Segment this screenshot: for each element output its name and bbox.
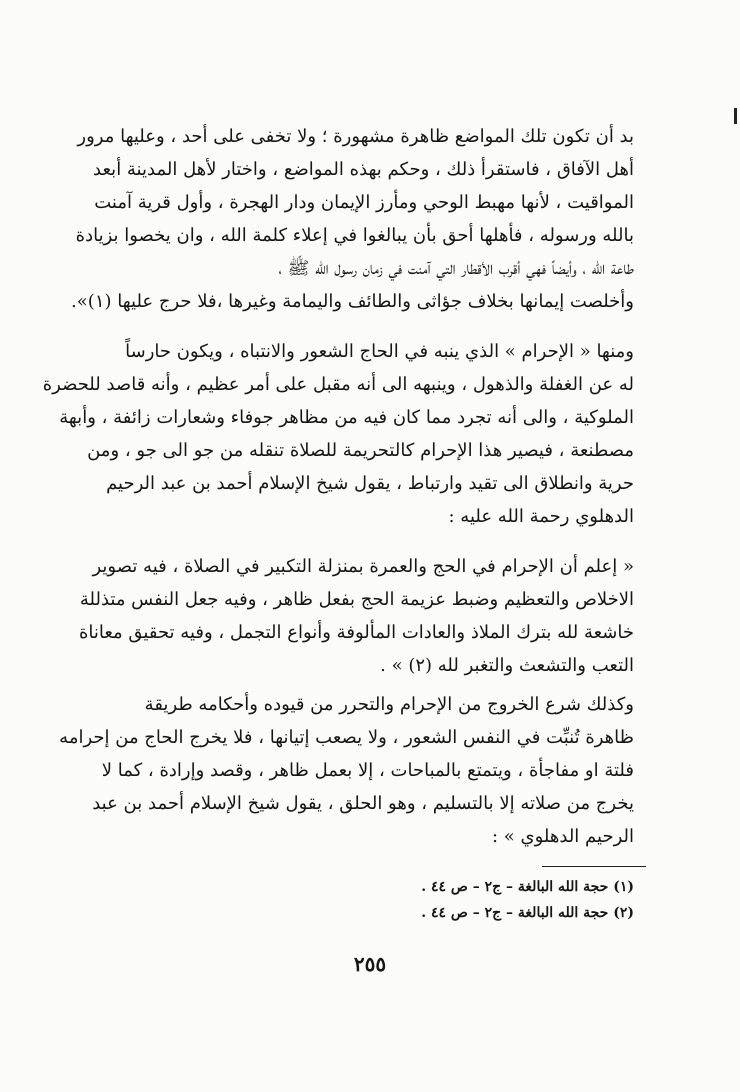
text-line: بالله ورسوله ، فأهلها أحق بأن يبالغوا في إعلاء كلمة الله ، وان يخصوا بزيادة	[75, 225, 634, 246]
text-line: وأخلصت إيمانها بخلاف جؤاثى والطائف واليمامة وغيرها ،فلا حرج عليها (١)».	[71, 291, 634, 312]
text-line: ظاهرة تُنبِّت في النفس الشعور ، ولا يصعب إتيانها ، فلا يخرج الحاج من إحرامه	[59, 727, 634, 748]
paragraph-3-quotation	[78, 550, 634, 682]
text-line: يخرج من صلاته إلا بالتسليم ، وهو الحلق ، يقول شيخ الإسلام أحمد بن عبد	[92, 793, 634, 814]
text-line: المواقيت ، لأنها مهبط الوحي ومأرز الإيمان ودار الهجرة ، وأول قرية آمنت	[94, 192, 634, 213]
text-line: خاشعة لله بترك الملاذ والعادات المألوفة وأنواع التجمل ، وفيه تحقيق معاناة	[78, 622, 634, 643]
text-line: الملوكية ، والى أنه تجرد مما كان فيه من مظاهر جوفاء وشعارات زائفة ، وأبهة	[59, 407, 634, 428]
text-line: الدهلوي رحمة الله عليه :	[448, 506, 634, 527]
text-line: فلتة او مفاجأة ، ويتمتع بالمباحات ، إلا بعمل ظاهر ، وقصد وإرادة ، كما لا	[101, 760, 634, 781]
text-line: الرحيم الدهلوي » :	[492, 826, 634, 847]
paragraph-2	[42, 335, 634, 533]
text-line: الاخلاص والتعظيم وضبط عزيمة الحج بفعل ظاهر ، وفيه جعل النفس متذللة	[79, 589, 634, 610]
paragraph-4	[59, 688, 634, 853]
text-line: التعب والتشعث والتغبر لله (٢) » .	[380, 655, 634, 676]
text-line: أهل الآفاق ، فاستقرأ ذلك ، وحكم بهذه المواضع ، واختار لأهل المدينة أبعد	[93, 159, 634, 180]
footnote-2: (٢) حجة الله البالغة – ج٢ – ص ٤٤ .	[421, 905, 634, 921]
text-line: طاعة الله ، وأيضاً فهي أقرب الأقطار التي آمنت في زمان رسول الله ﷺ ،	[278, 258, 634, 279]
page-number: ٢٥٥	[353, 952, 387, 976]
text-line: له عن الغفلة والذهول ، وينبهه الى أنه مقبل على أمر عظيم ، وأنه قاصد للحضرة	[42, 374, 634, 395]
text-line: حرية وانطلاق الى تقيد وارتباط ، يقول شيخ الإسلام أحمد بن عبد الرحيم	[106, 473, 634, 494]
page-edge-mark	[734, 108, 737, 124]
text-line: « إعلم أن الإحرام في الحج والعمرة بمنزلة التكبير في الصلاة ، فيه تصوير	[92, 556, 634, 577]
footnotes	[330, 874, 634, 926]
text-line: ومنها « الإحرام » الذي ينبه في الحاج الشعور والانتباه ، ويكون حارساً	[125, 341, 634, 362]
text-line: بد أن تكون تلك المواضع ظاهرة مشهورة ؛ ولا تخفى على أحد ، وعليها مرور	[77, 126, 634, 147]
footnote-1: (١) حجة الله البالغة – ج٢ – ص ٤٤ .	[421, 879, 634, 895]
text-line: وكذلك شرع الخروج من الإحرام والتحرر من قيوده وأحكامه طريقة	[144, 694, 634, 715]
footnote-separator	[542, 866, 646, 867]
paragraph-1	[71, 120, 634, 318]
text-line: مصطنعة ، فيصير هذا الإحرام كالتحريمة للصلاة تنقله من جو الى جو ، ومن	[87, 440, 634, 461]
